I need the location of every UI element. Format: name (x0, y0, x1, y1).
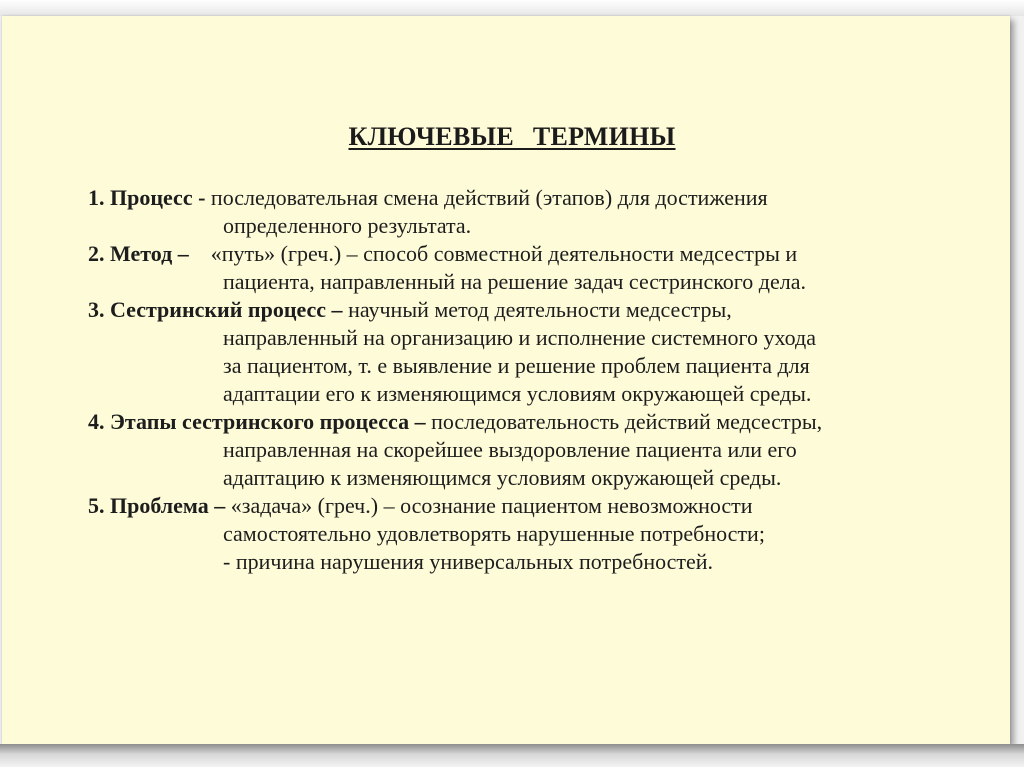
term-name: Этапы сестринского процесса – (110, 409, 426, 434)
term-definition-line: «задача» (греч.) – осознание пациентом невозможности (230, 493, 753, 518)
term-number: 4. (88, 409, 105, 434)
term-number: 3. (88, 297, 105, 322)
term-definition-line: «путь» (греч.) – способ совместной деятельности медсестры и (210, 241, 798, 266)
term-name: Метод – (110, 241, 189, 266)
term-definition-line: определенного результата. (223, 213, 472, 238)
term-definition-line: пациента, направленный на решение задач сестринского дела. (223, 269, 806, 294)
bottom-shadow (0, 744, 1024, 767)
term-item-3 (88, 296, 988, 408)
term-number: 5. (88, 493, 105, 518)
term-first-line (88, 240, 988, 268)
term-definition-line: - причина нарушения универсальных потребностей. (223, 549, 714, 574)
terms-list (88, 184, 988, 576)
term-definition-line: адаптацию к изменяющимся условиям окружающей среды. (223, 465, 782, 490)
term-name: Процесс - (110, 185, 206, 210)
term-number: 2. (88, 241, 105, 266)
term-definition-line: последовательная смена действий (этапов) для достижения (210, 185, 768, 210)
term-first-line (88, 296, 988, 324)
term-definition-line: направленный на организацию и исполнение системного ухода (223, 325, 817, 350)
term-number: 1. (88, 185, 105, 210)
top-frame (0, 0, 1024, 16)
slide-title: КЛЮЧЕВЫЕ ТЕРМИНЫ (348, 122, 676, 151)
term-item-5 (88, 492, 988, 576)
term-item-1 (88, 184, 988, 240)
term-item-4 (88, 408, 988, 492)
term-name: Сестринский процесс – (110, 297, 343, 322)
term-definition-line: последовательность действий медсестры, (431, 409, 823, 434)
term-item-2 (88, 240, 988, 296)
term-definition-line: самостоятельно удовлетворять нарушенные потребности; (223, 521, 765, 546)
term-first-line (88, 408, 988, 436)
term-first-line (88, 492, 988, 520)
term-name: Проблема – (110, 493, 226, 518)
term-definition-line: научный метод деятельности медсестры, (348, 297, 732, 322)
term-definition-line: адаптации его к изменяющимся условиям окружающей среды. (223, 381, 812, 406)
term-definition-line: направленная на скорейшее выздоровление пациента или его (223, 437, 797, 462)
term-first-line (88, 184, 988, 212)
term-definition-line: за пациентом, т. е выявление и решение проблем пациента для (223, 353, 810, 378)
